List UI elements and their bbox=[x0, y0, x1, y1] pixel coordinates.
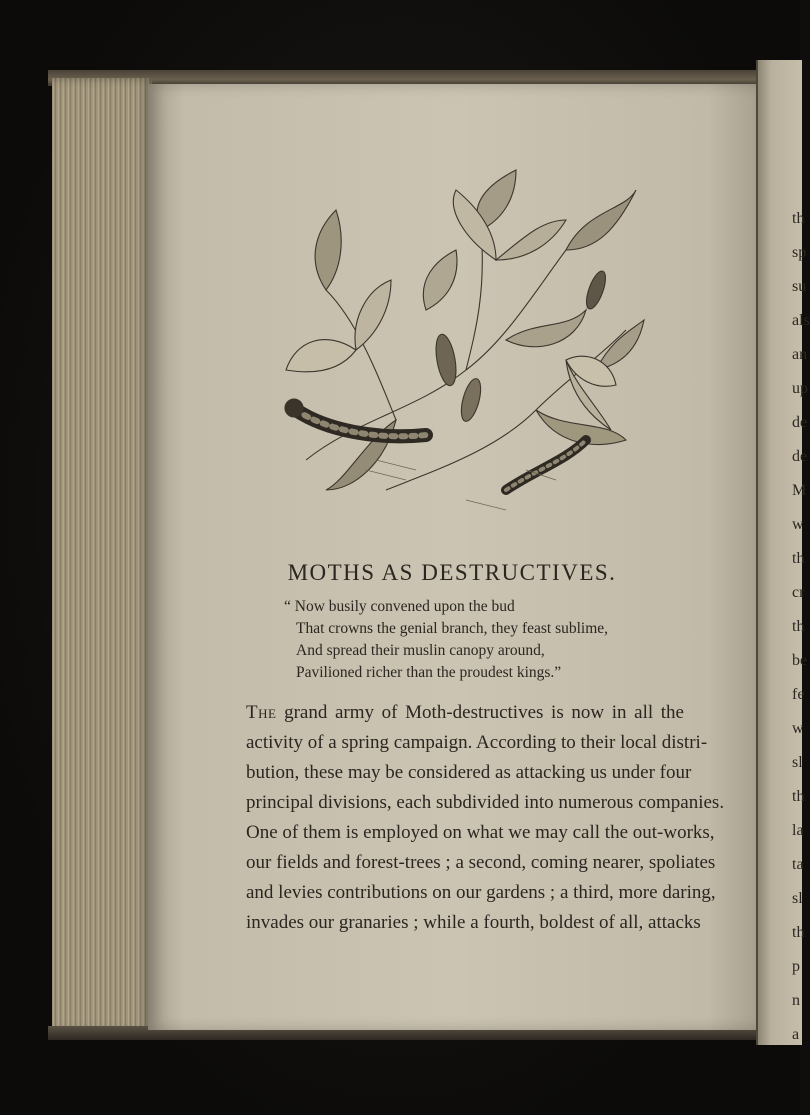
facing-page-fragment: sp bbox=[792, 244, 807, 261]
facing-page-fragment: w bbox=[792, 516, 804, 533]
verse-line-4: Pavilioned richer than the proudest kings.” bbox=[296, 664, 562, 681]
body-line-2: activity of a spring campaign. According to their local distri- bbox=[246, 732, 708, 753]
facing-page-fragment: th bbox=[792, 550, 805, 567]
facing-page-fragment: de bbox=[792, 414, 808, 431]
page-title: MOTHS AS DESTRUCTIVES. bbox=[287, 560, 617, 585]
facing-page-fragment: th bbox=[792, 210, 805, 227]
body-line-8: invades our granaries ; while a fourth, boldest of all, attacks bbox=[246, 912, 701, 933]
facing-page-fragment: a bbox=[792, 1026, 800, 1043]
facing-page-fragment: up bbox=[792, 380, 808, 397]
facing-page-fragment: an bbox=[792, 346, 808, 363]
verse-line-2: That crowns the genial branch, they feast sublime, bbox=[296, 620, 609, 637]
facing-page-fragment: sl bbox=[792, 890, 803, 907]
body-line-1-text: grand army of Moth-destructives is now in all the bbox=[276, 702, 684, 723]
facing-page-fragment: M bbox=[792, 482, 807, 499]
moth-illustration bbox=[266, 170, 646, 540]
body-line-6: our fields and forest-trees ; a second, coming nearer, spoliates bbox=[246, 852, 716, 873]
facing-page-fragment: be bbox=[792, 652, 808, 669]
facing-page-fragment: als bbox=[792, 312, 810, 329]
facing-page-fragment: th bbox=[792, 618, 805, 635]
book-page bbox=[148, 84, 756, 1030]
facing-page-fragment: w bbox=[792, 720, 804, 737]
facing-page-fragment: de bbox=[792, 448, 808, 465]
facing-page-fragment: ta bbox=[792, 856, 804, 873]
facing-page-fragment: sl bbox=[792, 754, 803, 771]
verse-line-3: And spread their muslin canopy around, bbox=[296, 642, 545, 659]
facing-page-fragment: la bbox=[792, 822, 804, 839]
body-line-4: principal divisions, each subdivided into numerous companies. bbox=[246, 792, 725, 813]
facing-page-fragment: fe bbox=[792, 686, 805, 703]
body-paragraph bbox=[246, 698, 725, 938]
body-line-1 bbox=[246, 698, 684, 728]
body-line-3: bution, these may be considered as attacking us under four bbox=[246, 762, 692, 783]
epigraph-verse bbox=[284, 596, 704, 684]
body-line-7: and levies contributions on our gardens ; a third, more daring, bbox=[246, 882, 716, 903]
facing-page bbox=[756, 60, 810, 1045]
facing-page-fragment: n bbox=[792, 992, 800, 1009]
facing-page-fragment: th bbox=[792, 924, 805, 941]
body-line-5: One of them is employed on what we may call the out-works, bbox=[246, 822, 715, 843]
facing-page-fragment: p bbox=[792, 958, 800, 975]
facing-page-fragment: th bbox=[792, 788, 805, 805]
facing-page-fragment: cr bbox=[792, 584, 805, 601]
facing-page-fragment: su bbox=[792, 278, 807, 295]
drop-word: The bbox=[246, 702, 277, 723]
book-page-edges bbox=[52, 78, 152, 1033]
verse-line-1: “ Now busily convened upon the bud bbox=[284, 598, 515, 615]
